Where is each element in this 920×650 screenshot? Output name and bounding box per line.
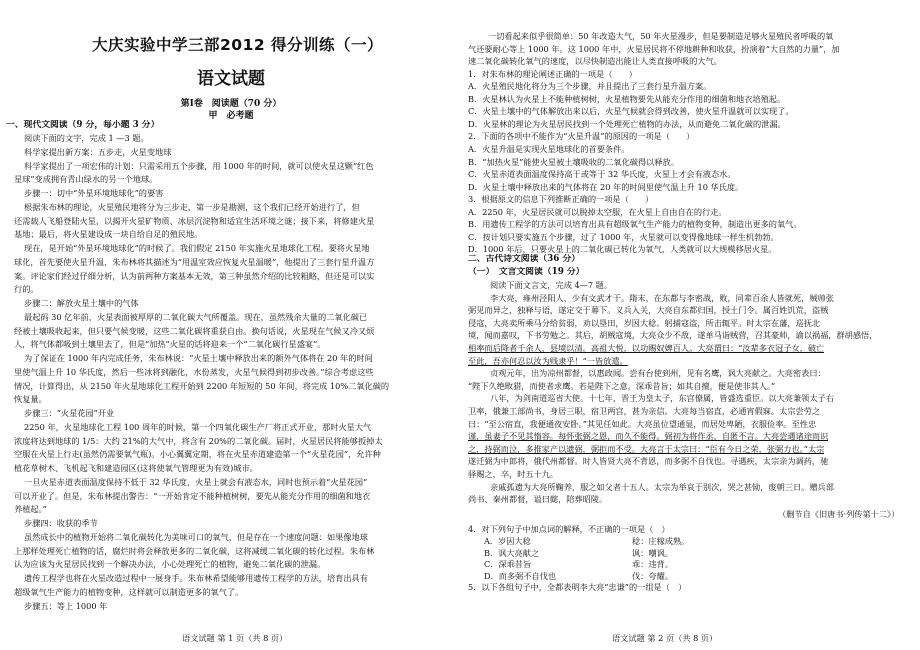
option-explanation: 稔：庄稼成熟。 bbox=[632, 536, 690, 546]
page-footer-1: 语文试题 第 1 页（共 8 页） bbox=[182, 633, 288, 643]
text-line: 浓度将达到地球的 1/5：大约 21%的大气中，将含有 20%的二氧化碳。届时，火星居民将能够扳掉太 bbox=[14, 435, 383, 446]
text-line: 境，闻而嘉叹，下书劳勉之。其后，胡贼寇境，大亮众少不敌，遂单马诣贼营，召其豪帅，谕以祸福，群胡感悟， bbox=[468, 330, 878, 341]
section-heading-modern-reading: 一、现代文阅读（9 分，每小题 3 分） bbox=[6, 120, 160, 130]
text-line: 经被土壤吸收起来，但只要气候变暖，这些二氧化碳将重获自由。换句话说，火星现在气候又冷又烦 bbox=[14, 325, 375, 336]
text-line: 亲戚孤遗为大亮所鞠养，服之如父者十五人。太宗为举哀于别次，哭之甚恸，废朝三日。赠兵部 bbox=[490, 481, 834, 492]
text-line: 一切看起来似乎很简单：50 年改造大气，50 年火星漫步，但是要制造足够火星殖民者呼吸的氧 bbox=[488, 31, 834, 41]
text-line: 谨，虽妻子不见其惰容。每怀张弼之恩，而久不能得。弼初为将作丞，自匿不言。大亮尝遇诸途而识 bbox=[468, 431, 829, 442]
text-line: 步骤五：等上 1000 年 bbox=[24, 600, 108, 611]
text-line: 现在，是开始“外星环境地球化”的时候了。我们假定 2150 年实施火星地球化工程。要将火星地 bbox=[24, 243, 370, 253]
text-line: 李大亮，雍州泾阳人，少有文武才干。隋末，在东都与李密战，败，同辈百余人皆就死，贼帅张 bbox=[490, 292, 834, 303]
option-label: D．而多弼不自伐也 bbox=[484, 570, 557, 581]
text-line: 虽然成长中的植物开始将二氧化碳转化为美味可口的氧气，但是存在一个速度问题：如果像地球 bbox=[24, 531, 368, 542]
text-line: 行的。 bbox=[14, 284, 39, 295]
text-line: B．火星林认为火星上不能种植树树，火星植物要先从能充分作用的细菌和地衣培殖起。 bbox=[468, 93, 786, 104]
text-line: 上那样处理死亡植物的话，腐烂时将会释放更多的二氧化碳，这将减缓二氧化碳的转化过程。朱布林 bbox=[14, 545, 375, 556]
text-line: 认为应该为火星居民找到一个解决办法，小心处理死亡的植物，避免二氧化碳的泄漏。 bbox=[14, 559, 326, 570]
right-page-column bbox=[462, 0, 920, 650]
text-line: 阅读下面文言文，完成 4—7 题。 bbox=[490, 280, 613, 290]
text-line: 2250 年，火星地球化工程 100 周年的时候，第一个四氧化碳生产厂将正式开业，那时火星大气 bbox=[24, 421, 372, 432]
text-line: 步骤一：切中“外星环境地球化”的要害 bbox=[24, 188, 164, 198]
text-line: 侵寇，大亮卖所乘马分给贫弱，劝以垦田，岁因大稔。躬捕寇盗，所击辄平。时太宗在藩，巡抚北 bbox=[468, 317, 821, 328]
text-line: 遂迁弼为中郎将，俄代州都督。时人皆贤大亮不背恩，而多弼不自伐也。寻遇疾，太宗亲为调药，驰 bbox=[468, 456, 829, 467]
text-line: 阅读下面的文字，完成 1 —3 题。 bbox=[24, 133, 149, 143]
text-line: 为了保证在 1000 年内完成任务，朱布林说：“火星土壤中释放出来的额外气体将在 20 年的时间 bbox=[24, 353, 373, 363]
text-line: C．按计划只要实施五个步骤，过了 1000 年，火星就可以变得像地球一样生机勃勃。 bbox=[468, 231, 779, 242]
text-line: 星球”变成拥有青山绿水的另一个地球。 bbox=[14, 174, 158, 185]
text-line: 案。评论家们经过仔细分析，认为前两种方案基本无效，第三种虽然介绍的比较粗略，但还是可以实 bbox=[14, 270, 375, 281]
section-heading-classical-prose: （一） 文言文阅读（19 分） bbox=[468, 267, 585, 277]
option-label: B．讽大亮献之 bbox=[484, 547, 540, 558]
text-line: B．用遗传工程学的方法可以培育出具有超级氧气生产能力的植物变种，制造出更多的氧气。 bbox=[468, 219, 802, 230]
text-line: 3．根据原文的信息下列推断正确的一项是（ ） bbox=[468, 194, 654, 205]
text-line: 超级氧气生产能力的植物变种，这样就可以制造更多的氧气了。 bbox=[14, 586, 244, 597]
text-line: 人，将气体都吸到土壤里去了，但是“加热”火星的话将迎来一个“二氧化碳行星盛宴”。 bbox=[14, 339, 326, 350]
question-4: 4．对下列句子中加点词的解释，不正确的一项是（ ） bbox=[468, 524, 670, 534]
text-line: 科学家提出了一项宏伟的计划：只需采用五个步骤，用 1000 年的时间，就可以使火星这颗“红色 bbox=[24, 160, 374, 171]
text-line: D．火星土壤中释放出来的气体将在 20 年的时间里使气温上升 10 华氏度。 bbox=[468, 181, 744, 192]
text-line: 恢复量。 bbox=[14, 394, 47, 405]
text-line: 养植起。” bbox=[14, 504, 47, 515]
text-line: A．火星殖民地化将分为三个步骤，并且提出了三套行星升温方案。 bbox=[468, 81, 712, 92]
text-line: 根据朱布林的理论，火星殖民地将分为三步走，第一步是勘测，这个我们已经开始进行了，但 bbox=[24, 201, 360, 212]
text-line: 里使气温上升 10 华氏度，然后一些冰将到融化，水份蒸发，火星气候得到初步改善。”综合考虑这些 bbox=[14, 366, 374, 377]
volume-heading: 第Ⅰ卷 阅读题（70 分） bbox=[180, 99, 282, 109]
text-line: 卫率，俄兼工部尚书，身居三职，宿卫两宫，甚为亲信。大亮每当宿直，必通宵假寐。太宗尝劳之 bbox=[468, 406, 821, 416]
text-line: 步骤四：收获的季节 bbox=[24, 518, 98, 528]
text-line: A．2250 年，火星居民就可以脱掉太空服，在火星上自由自在的行走。 bbox=[468, 206, 727, 217]
text-line: C．火星赤道表面温度保持高于或等于 32 华氏度，火星上才会有液态水。 bbox=[468, 169, 736, 180]
text-line: 速二氧化碳转化氧气的速度，以尽快制造出能让人类直接呼吸的大气。 bbox=[468, 56, 722, 67]
question-5: 5．以下各组句子中，全都表明李大亮“忠谦”的一组是（ ） bbox=[468, 582, 687, 592]
page-footer-2: 语文试题 第 2 页（共 8 页） bbox=[612, 633, 718, 643]
text-line: 最起码 30 亿年前，火星表面被厚厚的二氧化碳大气所覆盖。现在，虽然残余大量的二氧化碳已 bbox=[24, 311, 368, 322]
text-line: 1．对朱布林的理论阐述正确的一项是（ ） bbox=[468, 68, 637, 79]
text-line: 八年，为剑南道巡省大使。十七年，晋王为皇太子，东宫僚属，皆盛选重臣。以大亮兼领太子右 bbox=[490, 393, 834, 404]
text-line: 相率而后降者千余人，县境以清。高祖大悦，以功赐奴婢百人。大亮谓曰：“汝辈多衣冠子女，破亡 bbox=[468, 343, 825, 353]
text-line: 气还要耐心等上 1000 年。这 1000 年中，火星居民将不停地耕种和收获，扮演着“大自然的力量”，加 bbox=[468, 43, 840, 54]
option-explanation: 乖：违背。 bbox=[632, 559, 673, 569]
text-line: 一旦火星赤道表面温度保持不低于 32 华氏度，火星上就会有液态水，同时也预示着“火星花园” bbox=[24, 476, 368, 487]
text-line: 空服在火星上行走(虽然仍需要氧气瓶)。小心翼翼定期，将在火星赤道建造第一个“火星花园”，允许种 bbox=[14, 449, 381, 460]
text-line: A．火星升温是实现火星地球化的首要条件。 bbox=[468, 143, 630, 154]
text-line: 球化，首先要使火星升温，朱布林将其描述为“用温室效应恢复火星温暖”，他提出了三套行星升温方 bbox=[14, 256, 375, 267]
option-label: C．深乖昔旨 bbox=[484, 559, 532, 569]
part-heading: 甲 必考题 bbox=[208, 111, 254, 121]
exam-subtitle: 语文试题 bbox=[197, 69, 265, 89]
text-line: 驿赐之，卒，时五十九。 bbox=[468, 469, 559, 479]
text-line: 遗传工程学也将在火星改造过程中一展身手。朱布林希望能够用遗传工程学的方法，培育出具有 bbox=[24, 573, 368, 583]
text-line: 之，持弼而泣，多推家产以遗弼，弼拒而不受。大亮言于太宗曰：“臣有今日之荣，张弼力也。”太宗 bbox=[468, 443, 825, 454]
option-label: A．岁因大稔 bbox=[484, 536, 531, 546]
section-heading-classical: 二、古代诗文阅读（36 分） bbox=[468, 254, 581, 264]
text-line: 至此，吾亦何忍以汝为贱隶乎！”一皆放遣。 bbox=[468, 355, 628, 366]
text-line: D．火星林的理论为火星居民找到一个处理死亡植物的办法，从而避免二氧化碳的泄漏。 bbox=[468, 118, 786, 129]
text-line: 贞观元年，出为凉州都督，以惠政闻。尝有台使到州，见有名鹰，讽大亮献之。大亮密表曰： bbox=[490, 368, 826, 379]
source-citation: （删节自《旧唐书·列传第十二》） bbox=[778, 509, 900, 519]
text-line: 还需载人飞船登陆火星，以揭开火星矿物质、冰层沉淀物和适宜生活环境之谜；接下来，将修建火星 bbox=[14, 215, 375, 226]
text-line: 步骤二：解放火星土壤中的气体 bbox=[24, 298, 139, 308]
text-line: 步骤三：“火星花园”开业 bbox=[24, 408, 115, 418]
text-line: 2．下面的各项中不能作为“火星升温”的原因的一项是（ ） bbox=[468, 131, 695, 142]
option-explanation: 伐：夸耀。 bbox=[632, 570, 673, 581]
exam-title: 大庆实验中学三部2012 得分训练（一） bbox=[92, 36, 384, 54]
option-explanation: 讽：嘲讽。 bbox=[632, 547, 673, 558]
text-line: 植花草树木、飞机起飞和建造园区(这将使氧气管理更为有效)城市。 bbox=[14, 463, 258, 473]
text-line: C．火星土壤中的气体解放出来以后，火星气候就会得到改善，使火星升温就可以实现了。 bbox=[468, 106, 794, 117]
text-line: 弼见而异之，独释与语，遂定交于幕下。义兵入关，大亮自东都归国，授土门令。属百姓饥荒，盗贼 bbox=[468, 305, 829, 316]
text-line: B．“加热火星”能使火星被土壤吸收的二氧化碳得以释放。 bbox=[468, 156, 679, 167]
text-line: 基地；最后，将火星建设成一块自给自足的殖民地。 bbox=[14, 229, 203, 240]
text-line: D．1000 年后，只要火星上的二氧化碳已转化为氧气，人类就可以大规模移居火星。 bbox=[468, 244, 777, 255]
text-line: 可以开业了。但是，朱布林提出警告：“一开始肯定不能种植树树，要先从能充分作用的细菌和地衣 bbox=[14, 490, 371, 501]
text-line: 情况，计算得出，从 2150 年火星地球化工程开始到 2200 年短短的 50 年间，将完成 10%二氧化碳的 bbox=[14, 380, 390, 391]
text-line: 尚书、秦州都督，谥曰懿，陪葬昭陵。 bbox=[468, 494, 608, 505]
text-line: “陛下久绝畋猎，而使者求鹰。若是陛下之意，深乖昔旨；如其自擅，便是使非其人。” bbox=[468, 380, 776, 391]
text-line: 曰：“至公宿直，我便通夜安卧。”其见任如此。大亮虽位望通显，而居处卑陋，衣服俭率。至性忠 bbox=[468, 418, 817, 429]
text-line: 科学家提出新方案：五步走，火星变地球 bbox=[24, 146, 172, 157]
